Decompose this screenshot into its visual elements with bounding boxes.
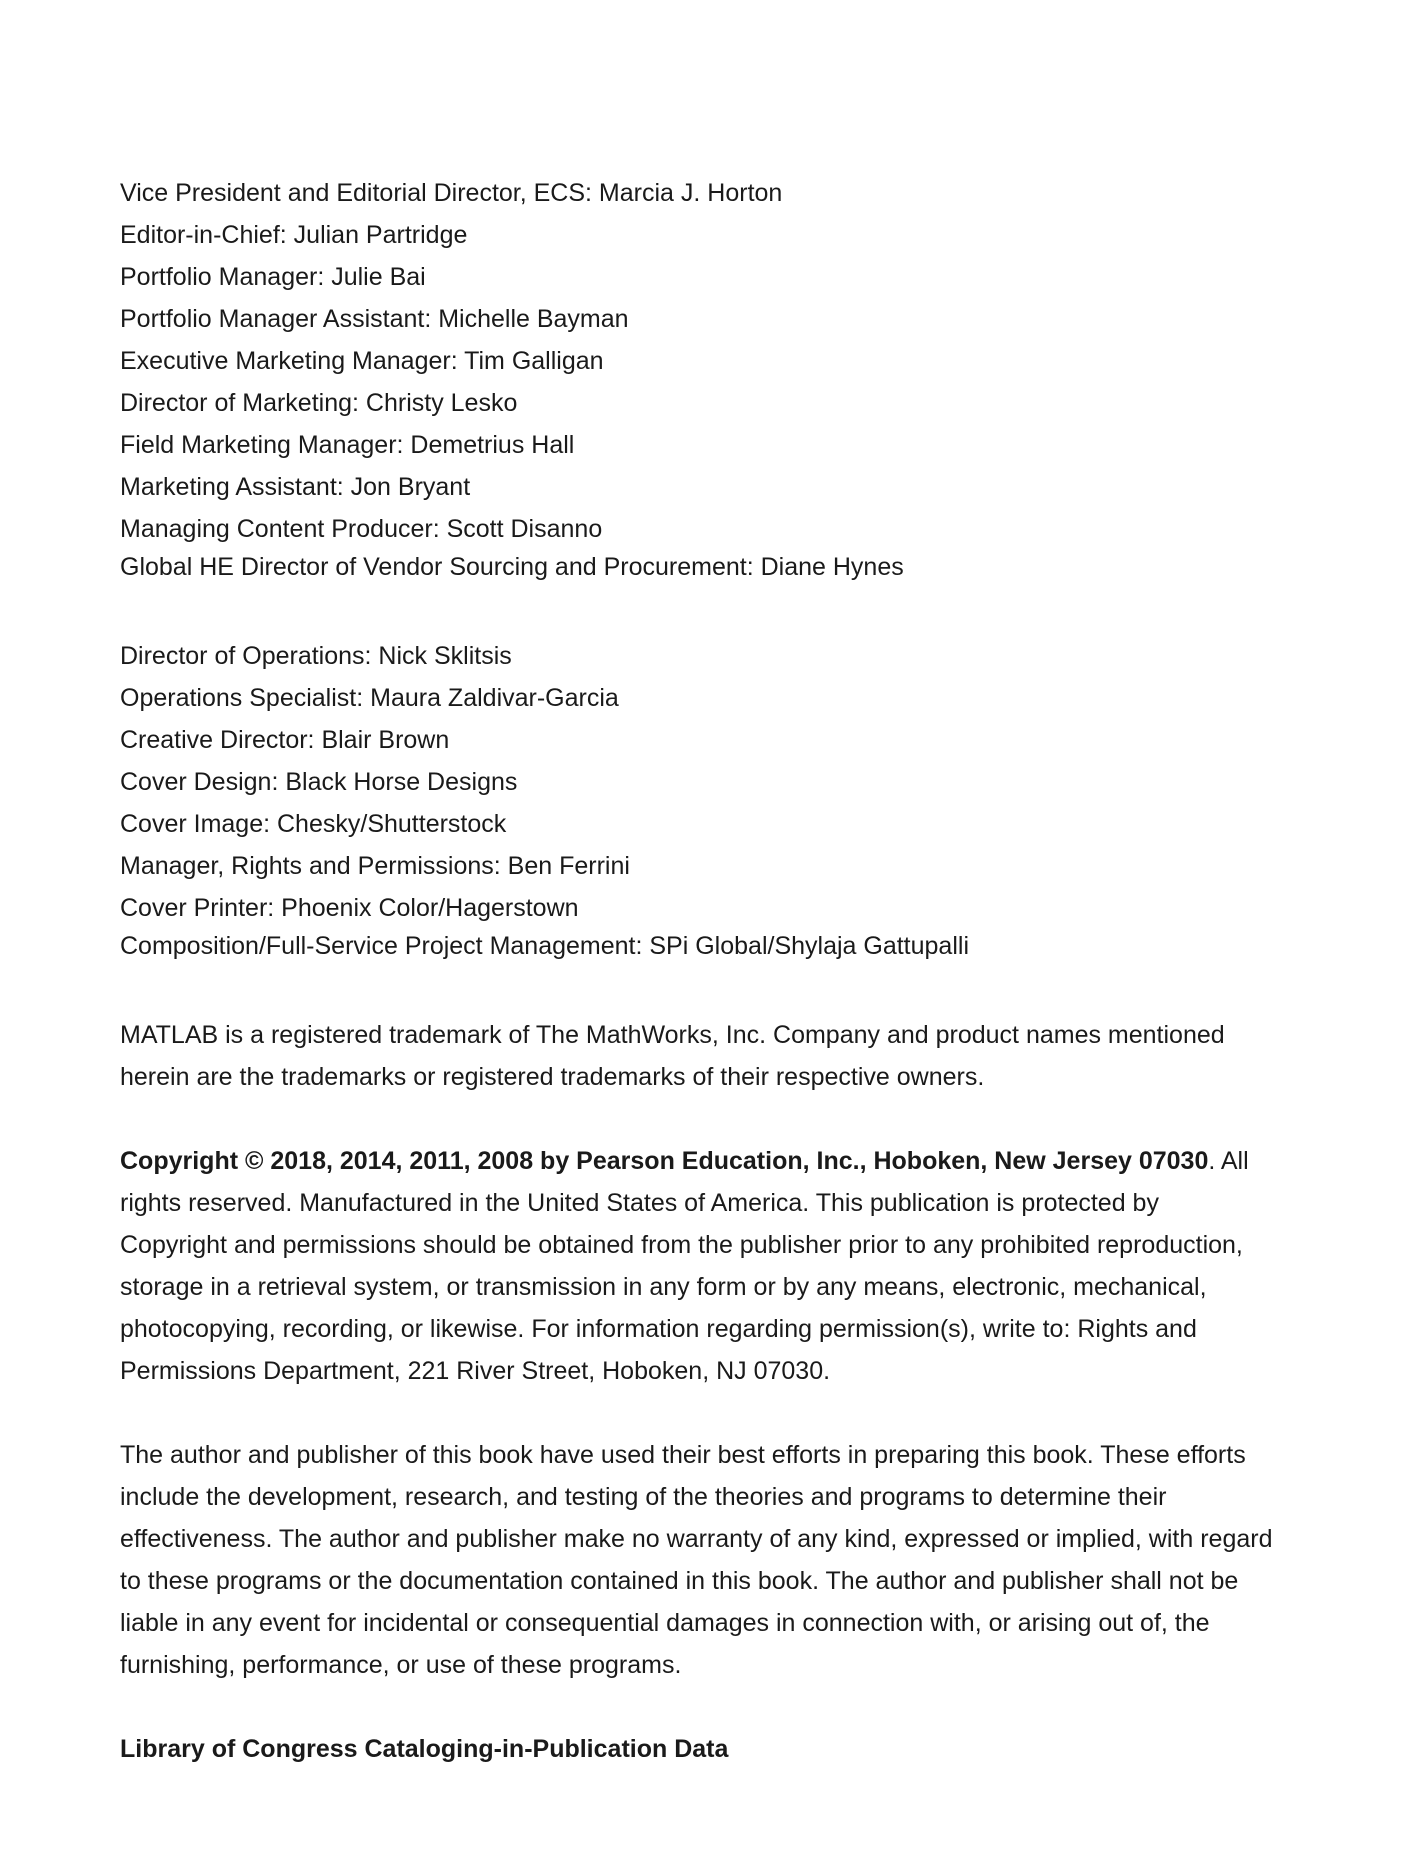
credits-group-2 — [120, 635, 1300, 967]
copyright-line: rights reserved. Manufactured in the United States of America. This publication is protected by — [120, 1189, 1159, 1217]
copyright-line: Copyright and permissions should be obtained from the publisher prior to any prohibited reproduction, — [120, 1231, 1243, 1259]
credit-line: Managing Content Producer: Scott Disanno — [120, 515, 603, 543]
library-heading: Library of Congress Cataloging-in-Publication Data — [120, 1735, 729, 1763]
credit-line: Cover Design: Black Horse Designs — [120, 768, 518, 796]
credit-line: Operations Specialist: Maura Zaldivar-Garcia — [120, 684, 619, 712]
copyright-first-line — [120, 1140, 1310, 1182]
credit-line: Cover Image: Chesky/Shutterstock — [120, 810, 507, 838]
copyright-line: storage in a retrieval system, or transmission in any form or by any means, electronic, mechanical, — [120, 1273, 1207, 1301]
credit-line: Director of Marketing: Christy Lesko — [120, 389, 518, 417]
credit-line: Director of Operations: Nick Sklitsis — [120, 642, 512, 670]
credit-line: Marketing Assistant: Jon Bryant — [120, 473, 471, 501]
credit-line: Global HE Director of Vendor Sourcing and Procurement: Diane Hynes — [120, 553, 904, 581]
disclaimer-notice — [120, 1434, 1310, 1686]
spacer — [120, 1392, 1300, 1434]
credit-line: Creative Director: Blair Brown — [120, 726, 450, 754]
disclaimer-line: include the development, research, and testing of the theories and programs to determine their — [120, 1483, 1167, 1511]
spacer — [120, 967, 1300, 1014]
credit-line: Portfolio Manager: Julie Bai — [120, 263, 426, 291]
spacer — [120, 1686, 1300, 1728]
credit-line: Cover Printer: Phoenix Color/Hagerstown — [120, 894, 579, 922]
spacer — [120, 1098, 1300, 1140]
library-section — [120, 1728, 1310, 1770]
trademark-line: herein are the trademarks or registered trademarks of their respective owners. — [120, 1063, 985, 1091]
disclaimer-line: liable in any event for incidental or consequential damages in connection with, or arising out of, the — [120, 1609, 1210, 1637]
credit-line: Manager, Rights and Permissions: Ben Ferrini — [120, 852, 630, 880]
copyright-notice — [120, 1140, 1310, 1392]
copyright-first-line-rest: . All — [1208, 1147, 1249, 1175]
disclaimer-line: furnishing, performance, or use of these programs. — [120, 1651, 682, 1679]
spacer — [120, 588, 1300, 635]
credit-line: Editor-in-Chief: Julian Partridge — [120, 221, 468, 249]
copyright-bold-lead: Copyright © 2018, 2014, 2011, 2008 by Pearson Education, Inc., Hoboken, New Jersey 07030 — [120, 1147, 1209, 1175]
trademark-notice — [120, 1014, 1310, 1098]
credits-group-1 — [120, 172, 1300, 588]
disclaimer-line: The author and publisher of this book have used their best efforts in preparing this book. These efforts — [120, 1441, 1246, 1469]
credit-line: Vice President and Editorial Director, ECS: Marcia J. Horton — [120, 179, 783, 207]
credit-line: Portfolio Manager Assistant: Michelle Bayman — [120, 305, 629, 333]
credit-line: Executive Marketing Manager: Tim Galligan — [120, 347, 604, 375]
copyright-line: Permissions Department, 221 River Street, Hoboken, NJ 07030. — [120, 1357, 831, 1385]
credit-line: Field Marketing Manager: Demetrius Hall — [120, 431, 575, 459]
disclaimer-line: effectiveness. The author and publisher make no warranty of any kind, expressed or implied, with regard — [120, 1525, 1273, 1553]
copyright-line: photocopying, recording, or likewise. For information regarding permission(s), write to: Rights and — [120, 1315, 1197, 1343]
disclaimer-line: to these programs or the documentation contained in this book. The author and publisher shall not be — [120, 1567, 1239, 1595]
credit-line: Composition/Full-Service Project Management: SPi Global/Shylaja Gattupalli — [120, 932, 969, 960]
copyright-page-content — [120, 172, 1300, 1770]
trademark-line: MATLAB is a registered trademark of The MathWorks, Inc. Company and product names mentioned — [120, 1021, 1225, 1049]
